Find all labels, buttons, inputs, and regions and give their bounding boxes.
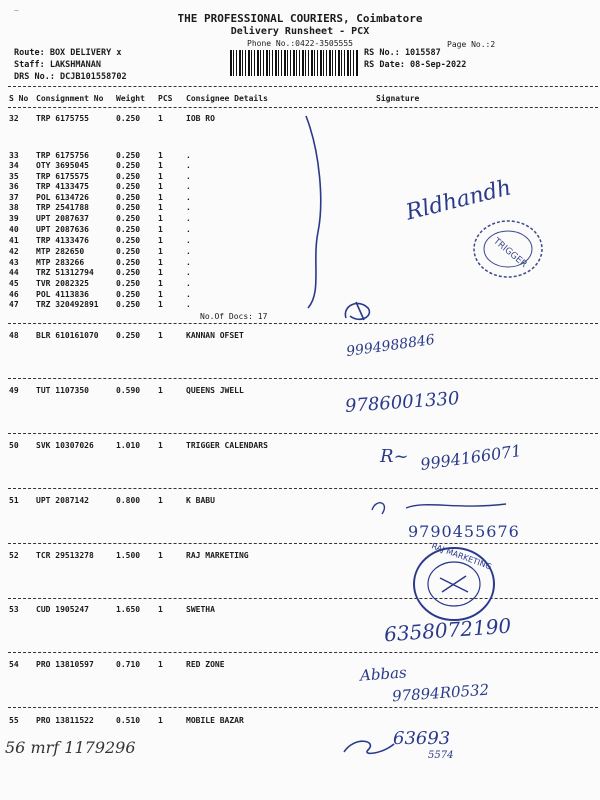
row-weight: 1.010 xyxy=(116,441,141,450)
row-consignment: MTP 282650 xyxy=(36,247,85,256)
divider xyxy=(8,107,598,108)
handwritten-phone-51: 9790455676 xyxy=(408,522,520,541)
row-pcs: 1 xyxy=(158,151,163,160)
row-consignment: UPT 2087636 xyxy=(36,225,89,234)
row-sno: 37 xyxy=(9,193,19,202)
divider xyxy=(8,86,598,87)
row-consignee: RAJ MARKETING xyxy=(186,551,249,560)
row-pcs: 1 xyxy=(158,161,163,170)
row-weight: 0.250 xyxy=(116,203,141,212)
row-pcs: 1 xyxy=(158,441,163,450)
row-weight: 0.250 xyxy=(116,114,141,123)
row-sno: 48 xyxy=(9,331,19,340)
row-weight: 1.650 xyxy=(116,605,141,614)
row-consignee: . xyxy=(186,161,191,170)
route-label: Route: BOX DELIVERY x xyxy=(14,48,122,58)
table-header xyxy=(0,94,600,104)
row-pcs: 1 xyxy=(158,551,163,560)
row-pcs: 1 xyxy=(158,225,163,234)
rs-date: RS Date: 08-Sep-2022 xyxy=(364,60,467,70)
row-consignment: SVK 10307026 xyxy=(36,441,94,450)
divider xyxy=(8,323,598,324)
handwritten-mark xyxy=(340,296,380,326)
row-weight: 0.250 xyxy=(116,236,141,245)
divider xyxy=(8,598,598,599)
row-pcs: 1 xyxy=(158,386,163,395)
row-pcs: 1 xyxy=(158,247,163,256)
col-pcs: PCS xyxy=(158,94,173,103)
row-weight: 0.590 xyxy=(116,386,141,395)
handwritten-phone-54: 97894R0532 xyxy=(391,680,490,706)
barcode xyxy=(230,50,358,76)
handwritten-phone-48: 9994988846 xyxy=(345,331,436,361)
handwritten-phone-49: 9786001330 xyxy=(344,388,461,417)
handwritten-signature-51 xyxy=(366,496,516,520)
row-weight: 0.250 xyxy=(116,331,141,340)
row-consignee: . xyxy=(186,214,191,223)
handwritten-phone-53: 6358072190 xyxy=(383,613,512,647)
divider xyxy=(8,543,598,544)
row-weight: 0.250 xyxy=(116,290,141,299)
row-sno: 43 xyxy=(9,258,19,267)
svg-text:TRIGGER: TRIGGER xyxy=(491,236,529,270)
row-sno: 55 xyxy=(9,716,19,725)
row-pcs: 1 xyxy=(158,290,163,299)
table-row xyxy=(0,331,600,341)
table-row xyxy=(0,660,600,670)
divider xyxy=(8,707,598,708)
row-consignment: PRO 13810597 xyxy=(36,660,94,669)
table-row xyxy=(0,716,600,726)
table-row xyxy=(0,551,600,561)
row-sno: 41 xyxy=(9,236,19,245)
row-weight: 0.250 xyxy=(116,193,141,202)
row-weight: 0.250 xyxy=(116,247,141,256)
row-consignee: . xyxy=(186,182,191,191)
row-sno: 32 xyxy=(9,114,19,123)
row-weight: 0.250 xyxy=(116,258,141,267)
row-pcs: 1 xyxy=(158,193,163,202)
row-weight: 0.250 xyxy=(116,225,141,234)
row-sno: 38 xyxy=(9,203,19,212)
row-consignee: . xyxy=(186,247,191,256)
row-sno: 36 xyxy=(9,182,19,191)
row-consignee: . xyxy=(186,236,191,245)
row-pcs: 1 xyxy=(158,258,163,267)
handwritten-phone-50: 9994166071 xyxy=(419,441,523,474)
row-consignment: TRP 6175575 xyxy=(36,172,89,181)
divider xyxy=(8,433,598,434)
row-consignee: SWETHA xyxy=(186,605,215,614)
row-consignee: QUEENS JWELL xyxy=(186,386,244,395)
row-sno: 39 xyxy=(9,214,19,223)
row-sno: 52 xyxy=(9,551,19,560)
row-sno: 50 xyxy=(9,441,19,450)
row-weight: 0.250 xyxy=(116,300,141,309)
row-weight: 0.250 xyxy=(116,268,141,277)
row-consignee: . xyxy=(186,172,191,181)
group-bracket xyxy=(300,112,340,312)
row-weight: 0.250 xyxy=(116,151,141,160)
row-sno: 44 xyxy=(9,268,19,277)
handwritten-signature-55 xyxy=(338,732,398,760)
row-consignee: . xyxy=(186,290,191,299)
col-consignee: Consignee Details xyxy=(186,94,268,103)
row-consignee: MOBILE BAZAR xyxy=(186,716,244,725)
row-consignment: TUT 1107350 xyxy=(36,386,89,395)
svg-text:RAJ MARKETING: RAJ MARKETING xyxy=(430,541,493,572)
row-weight: 0.510 xyxy=(116,716,141,725)
col-sno: S No xyxy=(9,94,29,103)
handwritten-note-55b: 5574 xyxy=(428,750,454,761)
phone-number: Phone No.:0422-3505555 xyxy=(247,39,353,48)
row-weight: 0.250 xyxy=(116,214,141,223)
row-pcs: 1 xyxy=(158,203,163,212)
handwritten-note-55a: 63693 xyxy=(393,728,451,749)
row-sno: 34 xyxy=(9,161,19,170)
trigger-stamp xyxy=(468,214,548,284)
row-pcs: 1 xyxy=(158,716,163,725)
table-row xyxy=(0,386,600,396)
row-pcs: 1 xyxy=(158,236,163,245)
handwritten-footer-note: 56 mrf 1179296 xyxy=(5,738,136,757)
row-consignee: IOB RO xyxy=(186,114,215,123)
row-consignee: . xyxy=(186,279,191,288)
row-consignment: CUD 1905247 xyxy=(36,605,89,614)
row-weight: 0.250 xyxy=(116,182,141,191)
row-weight: 0.250 xyxy=(116,279,141,288)
row-consignee: . xyxy=(186,258,191,267)
runsheet-subtitle: Delivery Runsheet - PCX xyxy=(230,26,370,37)
divider xyxy=(8,488,598,489)
row-pcs: 1 xyxy=(158,660,163,669)
rs-number: RS No.: 1015587 xyxy=(364,48,441,58)
row-weight: 0.250 xyxy=(116,172,141,181)
row-consignee: . xyxy=(186,193,191,202)
company-title: THE PROFESSIONAL COURIERS, Coimbatore xyxy=(177,12,423,25)
handwritten-signature-50: R~ xyxy=(380,446,409,467)
row-sno: 51 xyxy=(9,496,19,505)
row-consignment: TCR 29513278 xyxy=(36,551,94,560)
row-consignment: OTY 3695045 xyxy=(36,161,89,170)
row-consignment: UPT 2087637 xyxy=(36,214,89,223)
row-sno: 45 xyxy=(9,279,19,288)
col-weight: Weight xyxy=(116,94,145,103)
row-consignment: TVR 2082325 xyxy=(36,279,89,288)
col-consignment: Consignment No xyxy=(36,94,104,103)
row-consignee: . xyxy=(186,300,191,309)
row-consignee: . xyxy=(186,268,191,277)
divider xyxy=(8,378,598,379)
row-consignee: . xyxy=(186,203,191,212)
row-consignment: BLR 610161070 xyxy=(36,331,99,340)
row-consignment: TRP 6175755 xyxy=(36,114,89,123)
row-sno: 49 xyxy=(9,386,19,395)
row-consignment: UPT 2087142 xyxy=(36,496,89,505)
row-weight: 0.710 xyxy=(116,660,141,669)
row-consignment: TRZ 51312794 xyxy=(36,268,94,277)
row-sno: 33 xyxy=(9,151,19,160)
row-pcs: 1 xyxy=(158,279,163,288)
row-consignment: TRP 2541788 xyxy=(36,203,89,212)
row-weight: 0.800 xyxy=(116,496,141,505)
handwritten-name-54: Abbas xyxy=(359,663,408,685)
drs-number: DRS No.: DCJB101558702 xyxy=(14,72,127,82)
row-consignment: TRZ 320492891 xyxy=(36,300,99,309)
row-pcs: 1 xyxy=(158,496,163,505)
row-consignee: KANNAN OFSET xyxy=(186,331,244,340)
row-pcs: 1 xyxy=(158,172,163,181)
staff-label: Staff: LAKSHMANAN xyxy=(14,60,101,70)
row-sno: 46 xyxy=(9,290,19,299)
page-number: Page No.:2 xyxy=(447,40,496,49)
row-pcs: 1 xyxy=(158,214,163,223)
row-consignee: K BABU xyxy=(186,496,215,505)
row-consignment: TRP 4133476 xyxy=(36,236,89,245)
row-sno: 54 xyxy=(9,660,19,669)
row-sno: 53 xyxy=(9,605,19,614)
no-of-docs: No.Of Docs: 17 xyxy=(200,312,268,321)
row-pcs: 1 xyxy=(158,300,163,309)
row-consignment: PRO 13811522 xyxy=(36,716,94,725)
row-sno: 40 xyxy=(9,225,19,234)
row-consignee: . xyxy=(186,151,191,160)
row-consignee: . xyxy=(186,225,191,234)
row-pcs: 1 xyxy=(158,268,163,277)
row-consignment: POL 6134726 xyxy=(36,193,89,202)
row-sno: 42 xyxy=(9,247,19,256)
scan-artifact: ~ xyxy=(14,6,19,15)
handwritten-signature: Rldhandh xyxy=(403,175,514,226)
row-consignment: MTP 283266 xyxy=(36,258,85,267)
row-weight: 1.500 xyxy=(116,551,141,560)
row-consignment: POL 4113836 xyxy=(36,290,89,299)
row-sno: 35 xyxy=(9,172,19,181)
col-signature: Signature xyxy=(376,94,420,103)
divider xyxy=(8,652,598,653)
row-consignment: TRP 4133475 xyxy=(36,182,89,191)
row-pcs: 1 xyxy=(158,605,163,614)
row-pcs: 1 xyxy=(158,182,163,191)
row-consignee: TRIGGER CALENDARS xyxy=(186,441,268,450)
row-consignee: RED ZONE xyxy=(186,660,225,669)
row-pcs: 1 xyxy=(158,331,163,340)
row-weight: 0.250 xyxy=(116,161,141,170)
row-sno: 47 xyxy=(9,300,19,309)
row-consignment: TRP 6175756 xyxy=(36,151,89,160)
row-pcs: 1 xyxy=(158,114,163,123)
